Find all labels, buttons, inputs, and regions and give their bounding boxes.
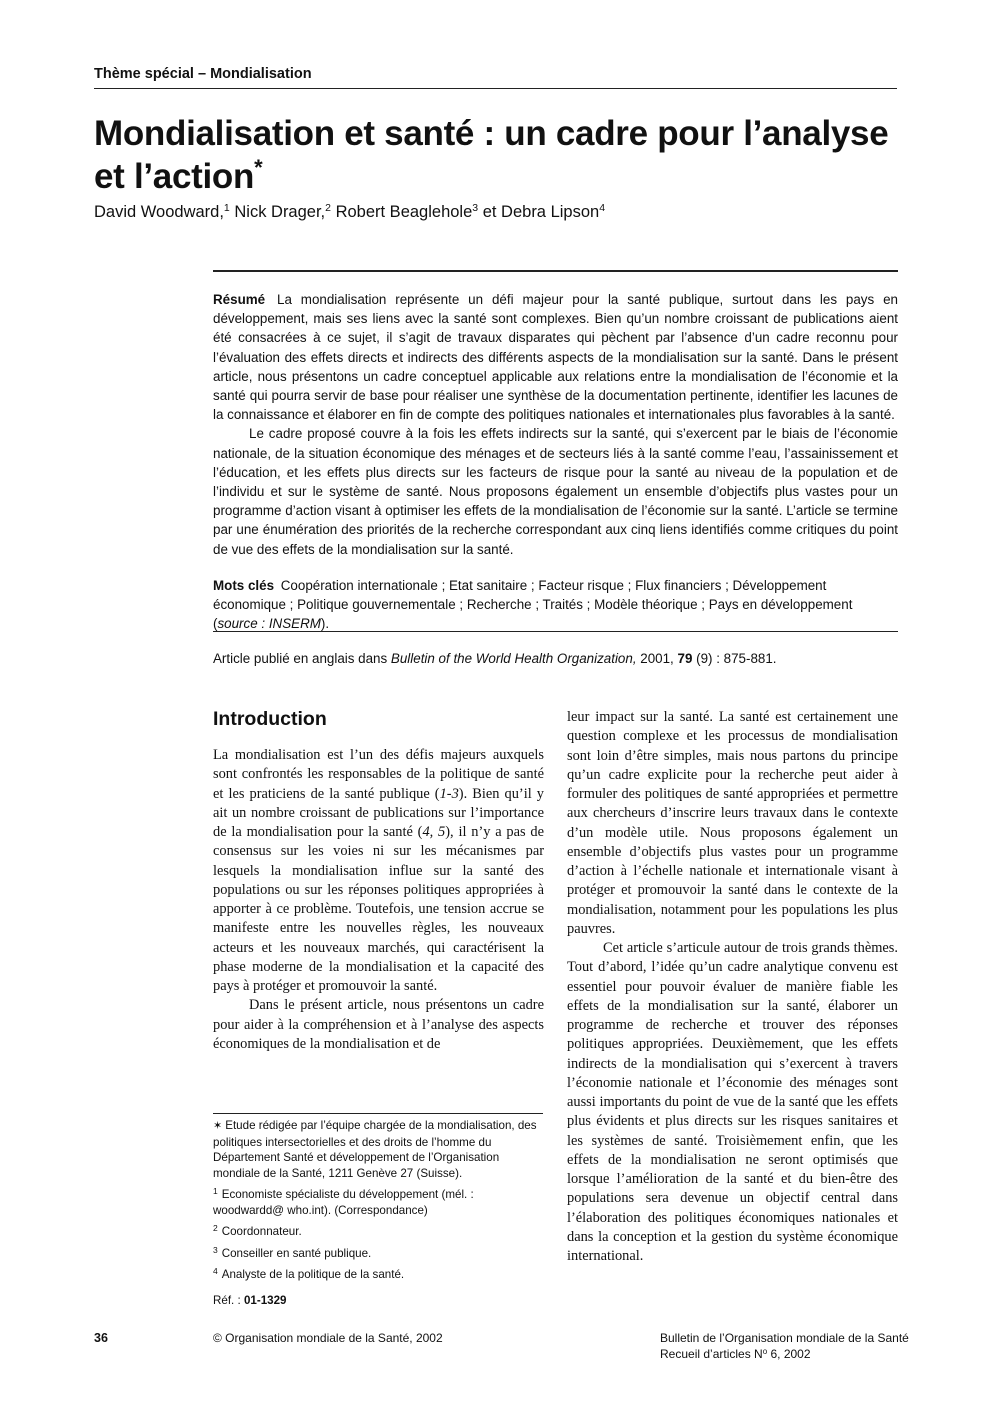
footnote-text: Coordonnateur. xyxy=(221,1225,302,1238)
abstract-top-rule xyxy=(213,270,898,272)
title-text: Mondialisation et santé : un cadre pour l’analyse et l’action xyxy=(94,114,889,196)
publication-prefix: Article publié en anglais dans xyxy=(213,651,391,666)
body-text: ). Bien qu’il y ait un nombre croissant de publications sur l’importance de la mondialisation pour la santé ( xyxy=(213,785,544,840)
keywords-label: Mots clés xyxy=(213,578,275,593)
keywords-text: Coopération internationale ; Etat sanitaire ; Facteur risque ; Flux financiers ; Développement économique ; Politique gouvernementale ; Recherche ; Traités ; Modèle théorique ; Pays en développement ( xyxy=(213,578,853,632)
header-separator: – xyxy=(193,66,211,82)
intro-paragraph-continued: leur impact sur la santé. La santé est certainement une question complexe et les processus de mondialisation sont loin d’être simples, mais nous partons du principe qu’un cadre explicite pour la recherche peut aider à formuler des politiques de santé appropriées et permettre aux chercheurs d’inscrire leurs travaux dans le contexte d’un modèle utile. Nous proposons également un ensemble d’objectifs plus vastes pour un programme d’action à l’échelle nationale et internationale visant à protéger et promouvoir la santé dans le contexte de la mondialisation, notamment pour les populations les plus pauvres. xyxy=(567,709,898,937)
section-topic: Mondialisation xyxy=(210,66,312,82)
journal-issue-sup: o xyxy=(762,1346,768,1356)
section-heading: Introduction xyxy=(213,708,327,730)
footnote-mark: 3 xyxy=(213,1244,218,1255)
footnotes xyxy=(213,1118,543,1308)
footnote xyxy=(213,1267,543,1283)
footnote xyxy=(213,1187,543,1218)
intro-paragraph: Dans le présent article, nous présentons un cadre pour aider à la compréhension et à l’analyse des aspects économiques de la mondialisation et de xyxy=(213,997,544,1052)
author-name: Nick Drager, xyxy=(234,203,326,221)
abstract-text-1: La mondialisation représente un défi majeur pour la santé publique, surtout dans les pays en développement, mais ses liens avec la santé sont complexes. Bien qu’un nombre croissant de publications aient été consacrées à ce sujet, il s’agit de travaux disparates qui pèchent par l’absence d’un cadre reconnu pour l’évaluation des effets directs et indirects des différents aspects de la mondialisation sur la santé. Dans le présent article, nous présentons un cadre conceptuel applicable aux relations entre la mondialisation de l’économie et la santé qui pourra servir de base pour réaliser une synthèse de la documentation pertinente, identifier les lacunes de la connaissance et élaborer en fin de compte des politiques nationales et internationales plus favorables à la santé. xyxy=(213,292,898,423)
body-column-left xyxy=(213,746,544,1054)
asterisk-icon: ✶ xyxy=(213,1120,223,1132)
publication-year: 2001, xyxy=(636,651,678,666)
footnote-mark: 4 xyxy=(213,1266,218,1276)
author-name: David Woodward, xyxy=(94,203,224,221)
footnote-text: Etude rédigée par l’équipe chargée de la mondialisation, des politiques intersectorielles et des droits de l’homme du Département Santé et développement de l’Organisation mondiale de la Santé, 1211 Genève 27 (Suisse). xyxy=(213,1119,537,1180)
abstract xyxy=(213,290,898,559)
publication-note xyxy=(213,651,898,666)
keywords-source: source : INSERM xyxy=(217,616,321,632)
author-ref: 3 xyxy=(472,202,479,214)
author-ref: 2 xyxy=(325,202,331,214)
footnote xyxy=(213,1224,543,1240)
citation: 4, 5 xyxy=(422,824,446,840)
ref-label: Réf. : xyxy=(213,1293,244,1307)
intro-paragraph xyxy=(213,746,544,996)
journal-info xyxy=(660,1331,909,1362)
author-list xyxy=(94,203,894,222)
body-text: ), il n’y a pas de consensus sur les voies ni sur les mécanismes par lesquels la mondialisation influe sur la santé des populations ou sur les réponses politiques appropriées à apporter à ce problème. Toutefois, une tension accrue se manifeste entre les nouvelles règles, les nouveaux acteurs et les nouveaux marchés, qui caractérisent la phase moderne de la mondialisation et la capacité des pays à protéger et promouvoir la santé. xyxy=(213,824,544,994)
abstract-bottom-rule xyxy=(213,631,898,632)
keywords xyxy=(213,576,898,634)
publication-issue: (9) : 875-881. xyxy=(692,651,777,666)
ref-value: 01-1329 xyxy=(243,1293,287,1307)
reference-number xyxy=(213,1293,543,1309)
journal-issue-text: 6, 2002 xyxy=(767,1346,811,1361)
page-number: 36 xyxy=(94,1331,108,1345)
intro-paragraph: Cet article s’articule autour de trois grands thèmes. Tout d’abord, l’idée qu’un cadre analytique convenu est essentiel pour pouvoir évaluer de manière fiable les effets de la mondialisation sur la santé, élaborer un programme de recherche et trouver des réponses politiques appropriées. Deuxièmement, que les effets indirects de la mondialisation qui s’exercent à travers l’économie nationale et l’économie des ménages sont aussi importants du point de vue de la santé que les effets plus évidents et plus directs sur les risques sanitaires et les systèmes de santé. Troisièmement enfin, que les effets de la mondialisation ne seront optimisés que lorsque l’amélioration de la santé et du bien-être des populations sera devenue un objectif central dans l’élaboration des politiques économiques nationales et dans la conception et la gestion du système économique international. xyxy=(567,940,898,1264)
running-header xyxy=(94,66,312,82)
publication-journal: Bulletin of the World Health Organization, xyxy=(390,651,637,666)
footnote-mark: 1 xyxy=(213,1186,218,1196)
abstract-paragraph: Le cadre proposé couvre à la fois les effets indirects sur la santé, qui s’exercent par le biais de l’économie nationale, de la situation économique des ménages et de secteurs liés à la santé comme l’eau, l’assainissement et l’éducation, et les effets plus directs sur les facteurs de risque pour la santé au niveau de la population et de l’individu et sur le système de santé. Nous proposons également un ensemble d’objectifs plus vastes pour un programme d’action visant à optimiser les effets de la mondialisation de l’économie sur la santé. L’article se termine par une énumération des priorités de la recherche correspondant aux cinq liens identifiés comme critiques du point de vue des effets de la mondialisation sur la santé. xyxy=(213,426,898,557)
header-rule xyxy=(94,88,897,89)
abstract-label: Résumé xyxy=(213,292,266,307)
author-name: et Debra Lipson xyxy=(482,203,600,221)
footnote-text: Conseiller en santé publique. xyxy=(221,1246,372,1260)
author-ref: 1 xyxy=(223,202,230,214)
footnote-rule xyxy=(213,1113,543,1114)
author-ref: 4 xyxy=(599,202,606,214)
article-title xyxy=(94,112,914,198)
copyright: © Organisation mondiale de la Santé, 2002 xyxy=(213,1331,443,1345)
footnote-mark: 2 xyxy=(213,1223,218,1233)
title-footnote-mark: * xyxy=(254,155,263,180)
footnote-star xyxy=(213,1118,543,1181)
footnote-text: Analyste de la politique de la santé. xyxy=(221,1268,405,1281)
author-name: Robert Beaglehole xyxy=(335,203,473,221)
footnote xyxy=(213,1246,543,1262)
journal-line: Bulletin de l’Organisation mondiale de la Santé xyxy=(660,1331,909,1345)
publication-volume: 79 xyxy=(677,651,693,666)
body-column-right xyxy=(567,708,898,1266)
journal-line xyxy=(660,1347,909,1363)
journal-issue-text: Recueil d’articles N xyxy=(660,1346,763,1361)
abstract-paragraph xyxy=(213,290,898,424)
citation: 1-3 xyxy=(439,785,459,802)
section-label: Thème spécial xyxy=(94,66,194,82)
footnote-text: Economiste spécialiste du développement (mél. : woodwardd@ who.int). (Correspondance) xyxy=(213,1188,474,1217)
body-text: La mondialisation est l’un des défis majeurs auxquels sont confrontés les responsables de la politique de santé et les praticiens de la santé publique ( xyxy=(213,747,544,802)
keywords-close: ). xyxy=(320,616,330,632)
